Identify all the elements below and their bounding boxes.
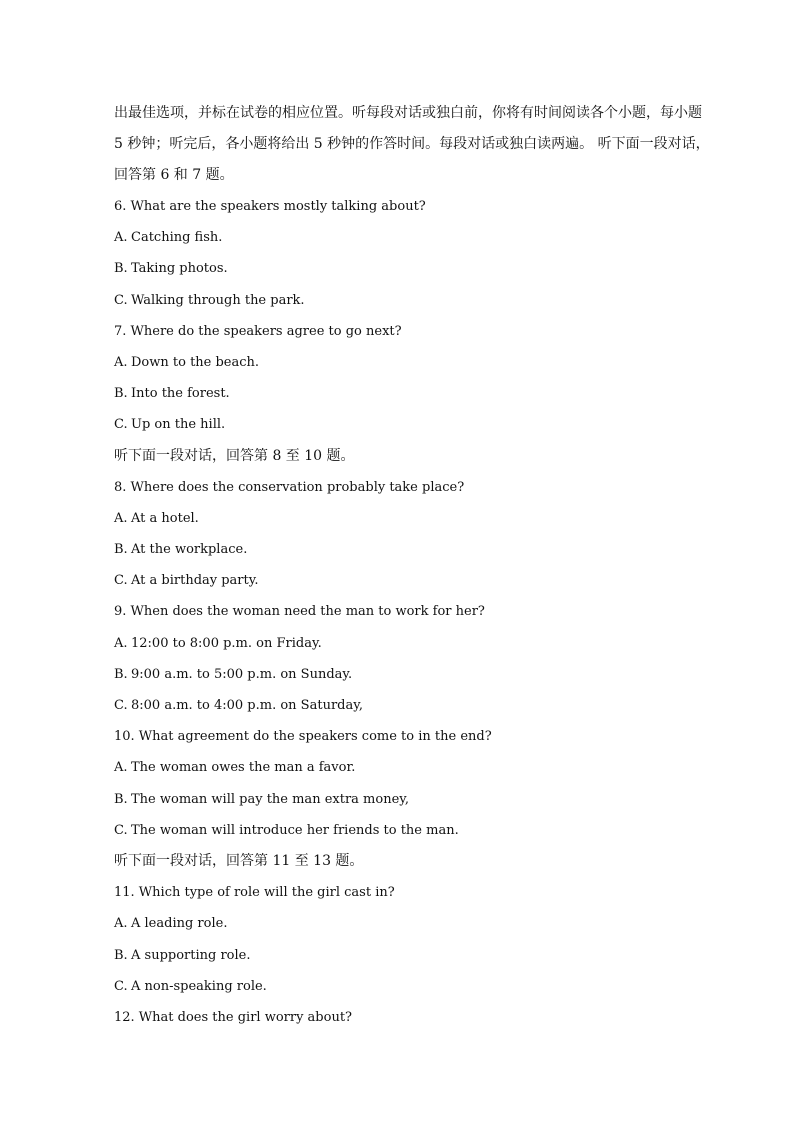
option-text: 9:00 a.m. to 5:00 p.m. on Sunday. xyxy=(131,666,353,682)
question-7 xyxy=(114,316,704,441)
question-12 xyxy=(114,1002,704,1033)
option-letter: A. xyxy=(114,760,128,776)
option-b xyxy=(114,940,704,971)
option-text: A supporting role. xyxy=(131,947,251,963)
option-text: The woman owes the man a favor. xyxy=(131,760,356,776)
question-text: 11. Which type of role will the girl cast in? xyxy=(114,885,395,901)
option-text: Up on the hill. xyxy=(131,417,226,433)
option-b xyxy=(114,534,704,565)
option-text: The woman will pay the man extra money, xyxy=(131,791,410,807)
option-letter: C. xyxy=(114,292,128,308)
option-a xyxy=(114,908,704,939)
option-c xyxy=(114,690,704,721)
option-a xyxy=(114,503,704,534)
page-content xyxy=(114,98,710,1033)
option-text: Down to the beach. xyxy=(131,354,260,370)
instructions-line: 回答第 6 和 7 题。 xyxy=(114,167,234,183)
option-text: The woman will introduce her friends to the man. xyxy=(131,822,459,838)
option-letter: A. xyxy=(114,230,128,246)
instructions-paragraph xyxy=(114,98,710,191)
option-c xyxy=(114,815,704,846)
instructions-line: 出最佳选项，并标在试卷的相应位置。听每段对话或独白前，你将有时间阅读各个小题，每小题 xyxy=(114,105,702,121)
option-letter: A. xyxy=(114,635,128,651)
option-c xyxy=(114,285,704,316)
question-text: 6. What are the speakers mostly talking about? xyxy=(114,199,426,214)
option-a xyxy=(114,628,704,659)
option-letter: B. xyxy=(114,261,128,277)
option-text: 8:00 a.m. to 4:00 p.m. on Saturday, xyxy=(131,698,363,713)
option-letter: C. xyxy=(114,698,128,713)
option-letter: C. xyxy=(114,978,128,994)
option-text: At the workplace. xyxy=(131,542,248,558)
option-letter: C. xyxy=(114,573,128,589)
question-9 xyxy=(114,596,704,721)
section-heading-11-13: 听下面一段对话，回答第 11 至 13 题。 xyxy=(114,852,364,869)
option-letter: B. xyxy=(114,947,128,963)
option-a xyxy=(114,347,704,378)
option-b xyxy=(114,784,704,815)
option-letter: B. xyxy=(114,791,128,807)
option-letter: C. xyxy=(114,822,128,838)
option-a xyxy=(114,752,704,783)
option-text: At a hotel. xyxy=(131,510,199,526)
option-letter: A. xyxy=(114,510,128,526)
option-text: A leading role. xyxy=(131,916,228,932)
question-10 xyxy=(114,721,704,846)
option-letter: C. xyxy=(114,417,128,433)
option-a xyxy=(114,222,704,253)
instructions-line: 5 秒钟；听完后，各小题将给出 5 秒钟的作答时间。每段对话或独白读两遍。 听下面一段对话， xyxy=(114,136,710,152)
section-heading-8-10: 听下面一段对话，回答第 8 至 10 题。 xyxy=(114,447,355,464)
option-letter: A. xyxy=(114,916,128,932)
question-8 xyxy=(114,472,704,597)
option-b xyxy=(114,378,704,409)
option-c xyxy=(114,971,704,1002)
option-text: 12:00 to 8:00 p.m. on Friday. xyxy=(131,635,322,651)
question-text: 9. When does the woman need the man to work for her? xyxy=(114,604,485,620)
option-letter: B. xyxy=(114,542,128,558)
question-text: 12. What does the girl worry about? xyxy=(114,1009,353,1025)
question-text: 8. Where does the conservation probably take place? xyxy=(114,479,465,495)
question-text: 10. What agreement do the speakers come to in the end? xyxy=(114,729,492,745)
option-text: At a birthday party. xyxy=(131,573,259,589)
option-letter: B. xyxy=(114,666,128,682)
option-letter: A. xyxy=(114,354,128,370)
option-c xyxy=(114,565,704,596)
question-6 xyxy=(114,191,704,316)
question-text: 7. Where do the speakers agree to go next? xyxy=(114,323,402,339)
option-c xyxy=(114,409,704,440)
option-text: Into the forest. xyxy=(131,386,230,402)
question-11 xyxy=(114,877,704,1002)
option-text: Taking photos. xyxy=(131,261,228,277)
option-b xyxy=(114,659,704,690)
option-text: Walking through the park. xyxy=(131,292,305,308)
option-text: Catching fish. xyxy=(131,230,223,246)
option-b xyxy=(114,253,704,284)
option-letter: B. xyxy=(114,386,128,402)
option-text: A non-speaking role. xyxy=(131,978,267,994)
